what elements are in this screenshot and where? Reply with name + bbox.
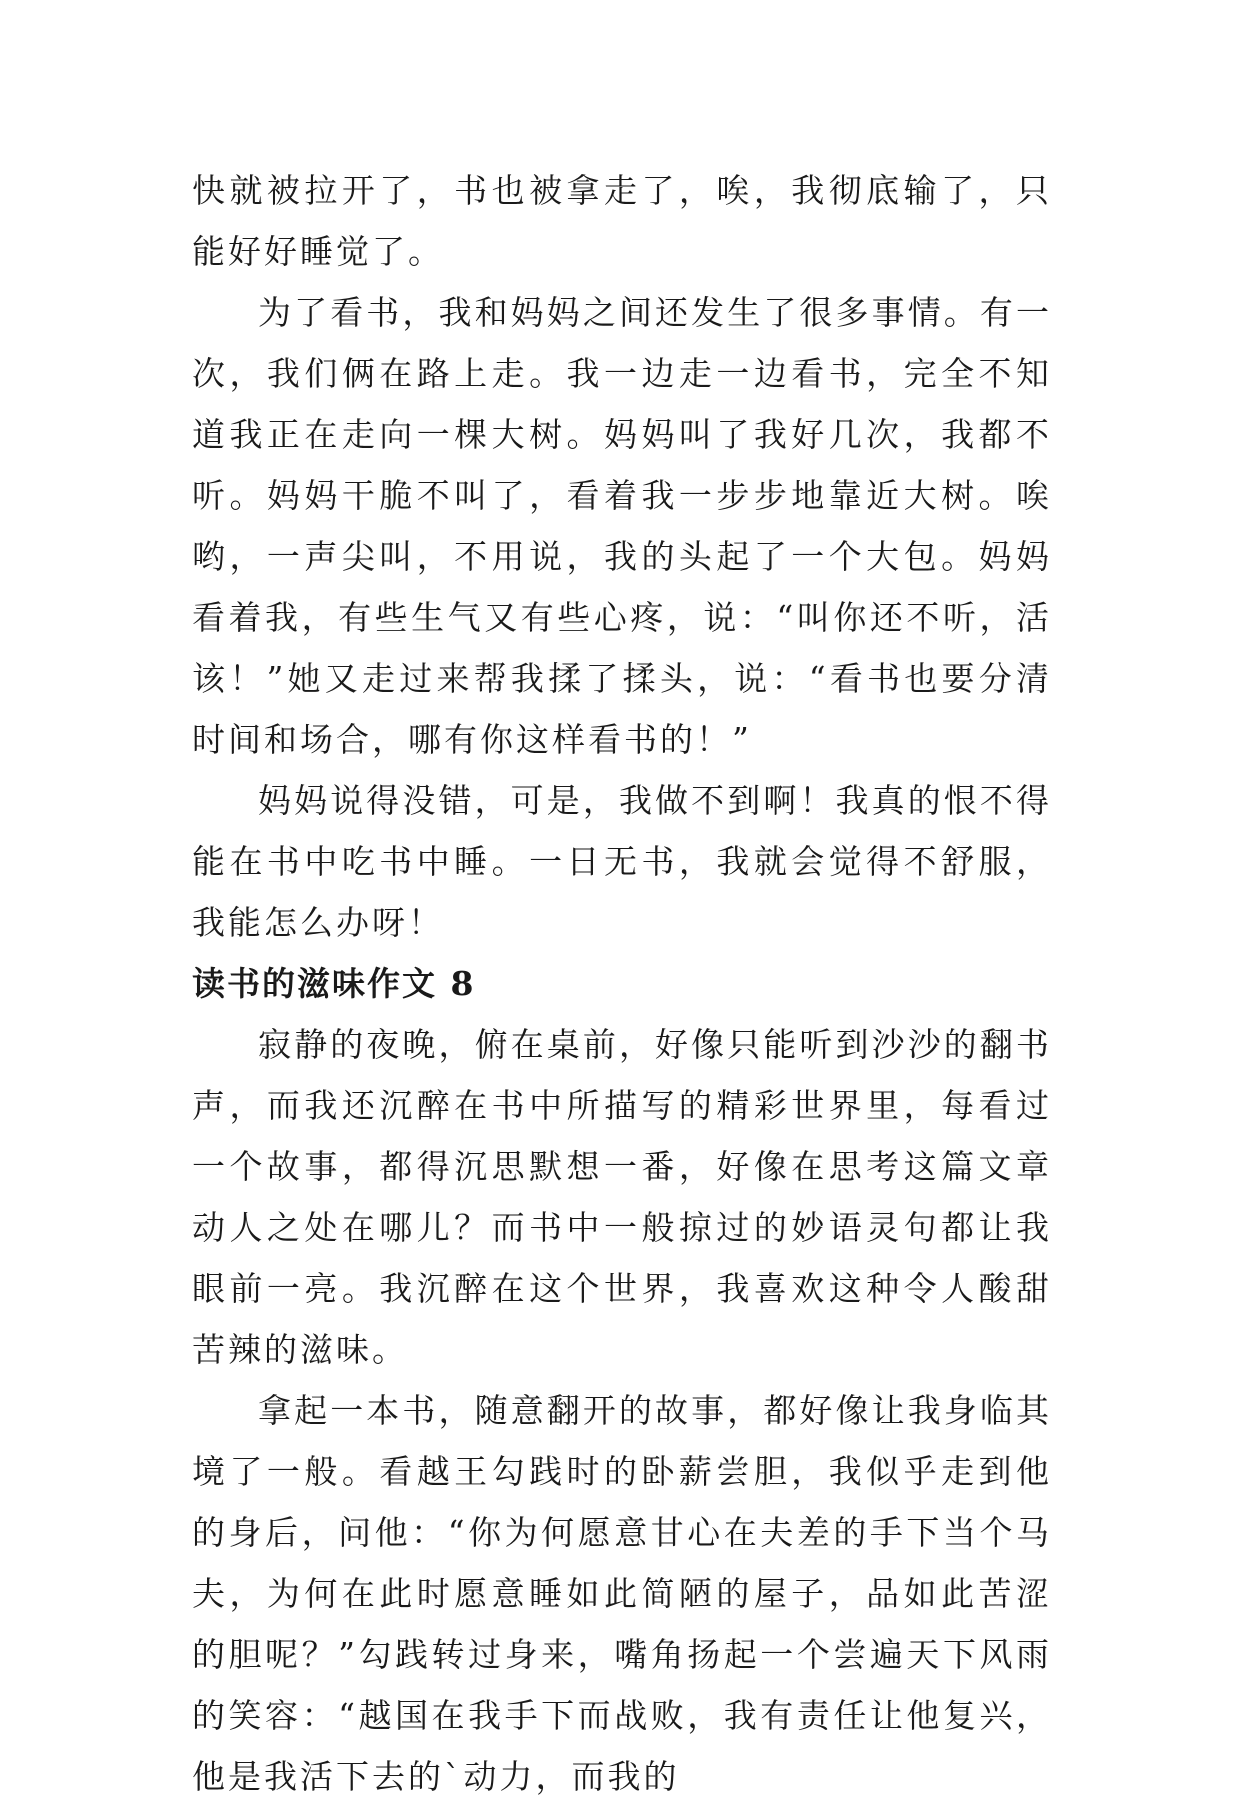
paragraph-4: 寂静的夜晚，俯在桌前，好像只能听到沙沙的翻书声，而我还沉醉在书中所描写的精彩世界里，每看过一个故事，都得沉思默想一番，好像在思考这篇文章动人之处在哪儿？而书中一般掠过的妙语灵句都让我眼前一亮。我沉醉在这个世界，我喜欢这种令人酸甜苦辣的滋味。 (192, 1025, 1052, 1369)
paragraph-3: 妈妈说得没错，可是，我做不到啊！我真的恨不得能在书中吃书中睡。一日无书，我就会觉得不舒服，我能怎么办呀！ (192, 781, 1052, 942)
paragraph-5: 拿起一本书，随意翻开的故事，都好像让我身临其境了一般。看越王勾践时的卧薪尝胆，我似乎走到他的身后，问他：“你为何愿意甘心在夫差的手下当个马夫，为何在此时愿意睡如此简陋的屋子，品如此苦涩的胆呢？”勾践转过身来，嘴角扬起一个尝遍天下风雨的笑容：“越国在我手下而战败，我有责任让他复兴，他是我活下去的`动力，而我的 (192, 1391, 1052, 1796)
paragraph-1: 快就被拉开了，书也被拿走了，唉，我彻底输了，只能好好睡觉了。 (192, 171, 1052, 271)
document-body (192, 160, 1052, 1807)
paragraph-2: 为了看书，我和妈妈之间还发生了很多事情。有一次，我们俩在路上走。我一边走一边看书，完全不知道我正在走向一棵大树。妈妈叫了我好几次，我都不听。妈妈干脆不叫了，看着我一步步地靠近大树。唉哟，一声尖叫，不用说，我的头起了一个大包。妈妈看着我，有些生气又有些心疼，说：“叫你还不听，活该！”她又走过来帮我揉了揉头，说：“看书也要分清时间和场合，哪有你这样看书的！” (192, 293, 1052, 759)
section-heading: 读书的滋味作文 8 (192, 964, 476, 1003)
